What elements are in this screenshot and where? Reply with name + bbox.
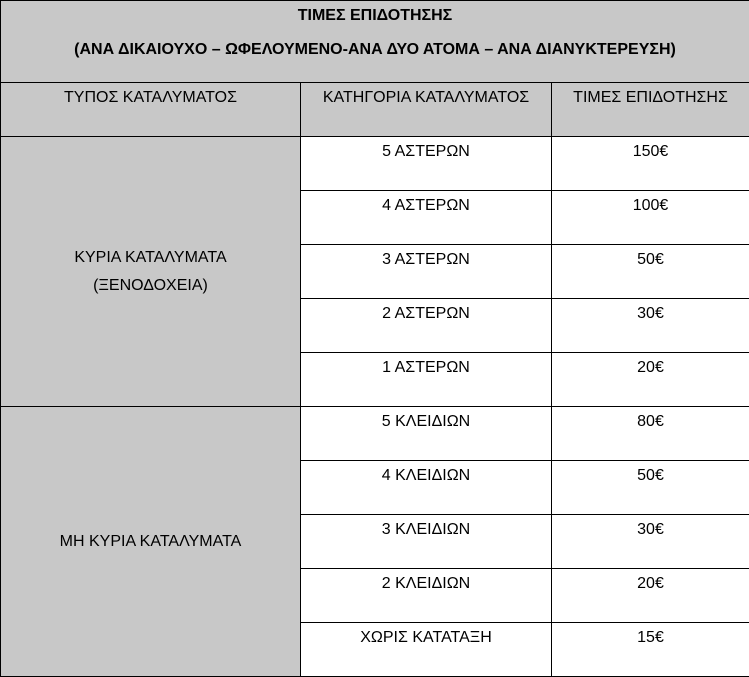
header-row bbox=[1, 83, 749, 137]
category-cell: 4 ΚΛΕΙΔΙΩΝ bbox=[301, 461, 552, 515]
price-cell: 30€ bbox=[552, 299, 749, 353]
category-cell: ΧΩΡΙΣ ΚΑΤΑΤΑΞΗ bbox=[301, 623, 552, 677]
table-title-line2: (ΑΝΑ ΔΙΚΑΙΟΥΧΟ – ΩΦΕΛΟΥΜΕΝΟ-ΑΝΑ ΔΥΟ ΑΤΟΜΑ – ΑΝΑ ΔΙΑΝΥΚΤΕΡΕΥΣΗ) bbox=[1, 25, 749, 59]
table-title-line1: ΤΙΜΕΣ ΕΠΙΔΟΤΗΣΗΣ bbox=[1, 1, 749, 25]
table-row bbox=[1, 137, 749, 191]
accommodation-type-main bbox=[1, 137, 301, 407]
accommodation-type-label: ΜΗ ΚΥΡΙΑ ΚΑΤΑΛΥΜΑΤΑ bbox=[1, 528, 300, 556]
price-cell: 150€ bbox=[552, 137, 749, 191]
column-header-category: ΚΑΤΗΓΟΡΙΑ ΚΑΤΑΛΥΜΑΤΟΣ bbox=[301, 83, 552, 137]
category-cell: 5 ΑΣΤΕΡΩΝ bbox=[301, 137, 552, 191]
category-cell: 3 ΑΣΤΕΡΩΝ bbox=[301, 245, 552, 299]
accommodation-type-non-main bbox=[1, 407, 301, 677]
category-cell: 1 ΑΣΤΕΡΩΝ bbox=[301, 353, 552, 407]
category-cell: 4 ΑΣΤΕΡΩΝ bbox=[301, 191, 552, 245]
price-cell: 15€ bbox=[552, 623, 749, 677]
accommodation-type-label: ΚΥΡΙΑ ΚΑΤΑΛΥΜΑΤΑ bbox=[1, 244, 300, 272]
title-row bbox=[1, 1, 749, 83]
price-cell: 50€ bbox=[552, 461, 749, 515]
category-cell: 3 ΚΛΕΙΔΙΩΝ bbox=[301, 515, 552, 569]
table-row bbox=[1, 407, 749, 461]
table-title bbox=[1, 1, 749, 83]
category-cell: 5 ΚΛΕΙΔΙΩΝ bbox=[301, 407, 552, 461]
category-cell: 2 ΑΣΤΕΡΩΝ bbox=[301, 299, 552, 353]
column-header-type: ΤΥΠΟΣ ΚΑΤΑΛΥΜΑΤΟΣ bbox=[1, 83, 301, 137]
price-cell: 50€ bbox=[552, 245, 749, 299]
price-cell: 100€ bbox=[552, 191, 749, 245]
column-header-price: ΤΙΜΕΣ ΕΠΙΔΟΤΗΣΗΣ bbox=[552, 83, 749, 137]
price-cell: 30€ bbox=[552, 515, 749, 569]
category-cell: 2 ΚΛΕΙΔΙΩΝ bbox=[301, 569, 552, 623]
price-cell: 20€ bbox=[552, 353, 749, 407]
price-cell: 80€ bbox=[552, 407, 749, 461]
price-cell: 20€ bbox=[552, 569, 749, 623]
accommodation-type-sublabel: (ΞΕΝΟΔΟΧΕΙΑ) bbox=[1, 272, 300, 300]
